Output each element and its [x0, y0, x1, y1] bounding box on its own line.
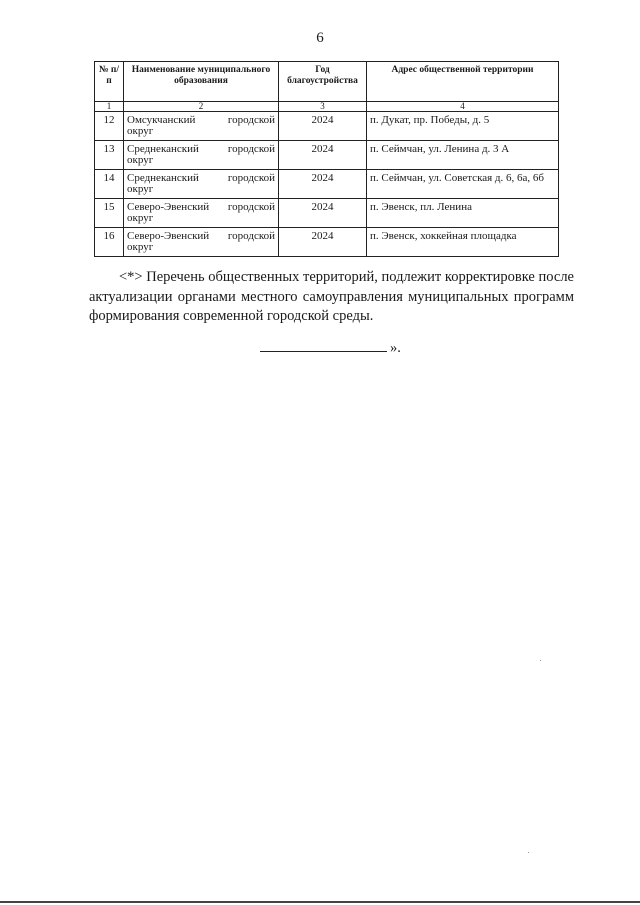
table-row: [95, 199, 559, 228]
col-index-cell: 3: [279, 102, 367, 112]
scan-edge-line: [0, 901, 640, 903]
municipality-name: [124, 228, 279, 257]
improvement-year: 2024: [279, 112, 367, 141]
table-row: [95, 228, 559, 257]
scan-speck: [528, 852, 529, 853]
municipality-name-line1: Среднеканский городской: [127, 143, 275, 155]
municipality-name: [124, 141, 279, 170]
municipality-name: [124, 112, 279, 141]
territory-address: п. Эвенск, пл. Ленина: [367, 199, 559, 228]
municipality-name-line2: округ: [127, 183, 154, 195]
improvement-year: 2024: [279, 170, 367, 199]
table-row: [95, 141, 559, 170]
territory-address: п. Дукат, пр. Победы, д. 5: [367, 112, 559, 141]
municipality-name-line1: Омсукчанский городской: [127, 114, 275, 126]
territory-address: п. Сеймчан, ул. Ленина д. 3 А: [367, 141, 559, 170]
table-row: [95, 112, 559, 141]
territories-table: [94, 61, 559, 257]
footnote-paragraph: <*> Перечень общественных территорий, подлежит корректировке после актуализации органами местного самоуправления муниципальных программ формирования современной городской среды.: [89, 269, 574, 324]
municipality-name: [124, 199, 279, 228]
municipality-name: [124, 170, 279, 199]
row-number: 15: [95, 199, 124, 228]
col-index-cell: 4: [367, 102, 559, 112]
row-number: 14: [95, 170, 124, 199]
header-address: Адрес общественной территории: [367, 62, 559, 102]
municipality-name-line1: Среднеканский городской: [127, 172, 275, 184]
header-year: Год благоустройства: [279, 62, 367, 102]
territory-address: п. Сеймчан, ул. Советская д. 6, 6а, 6б: [367, 170, 559, 199]
municipality-name-line2: округ: [127, 154, 154, 166]
col-index-cell: 1: [95, 102, 124, 112]
improvement-year: 2024: [279, 228, 367, 257]
municipality-name-line1: Северо-Эвенский городской: [127, 201, 275, 213]
municipality-name-line2: округ: [127, 125, 154, 137]
page-number: 6: [316, 30, 324, 46]
row-number: 12: [95, 112, 124, 141]
table-row: [95, 170, 559, 199]
header-number: № п/п: [95, 62, 124, 102]
closing-quote: ».: [390, 340, 401, 356]
municipality-name-line2: округ: [127, 241, 154, 253]
signature-rule: [260, 351, 387, 352]
column-index-row: [95, 102, 559, 112]
table-header-row: [95, 62, 559, 102]
row-number: 13: [95, 141, 124, 170]
row-number: 16: [95, 228, 124, 257]
territory-address: п. Эвенск, хоккейная площадка: [367, 228, 559, 257]
municipality-name-line1: Северо-Эвенский городской: [127, 230, 275, 242]
col-index-cell: 2: [124, 102, 279, 112]
header-municipality: Наименование муниципального образования: [124, 62, 279, 102]
closing-line: [260, 340, 401, 357]
improvement-year: 2024: [279, 199, 367, 228]
municipality-name-line2: округ: [127, 212, 154, 224]
improvement-year: 2024: [279, 141, 367, 170]
scan-speck: [540, 660, 541, 661]
